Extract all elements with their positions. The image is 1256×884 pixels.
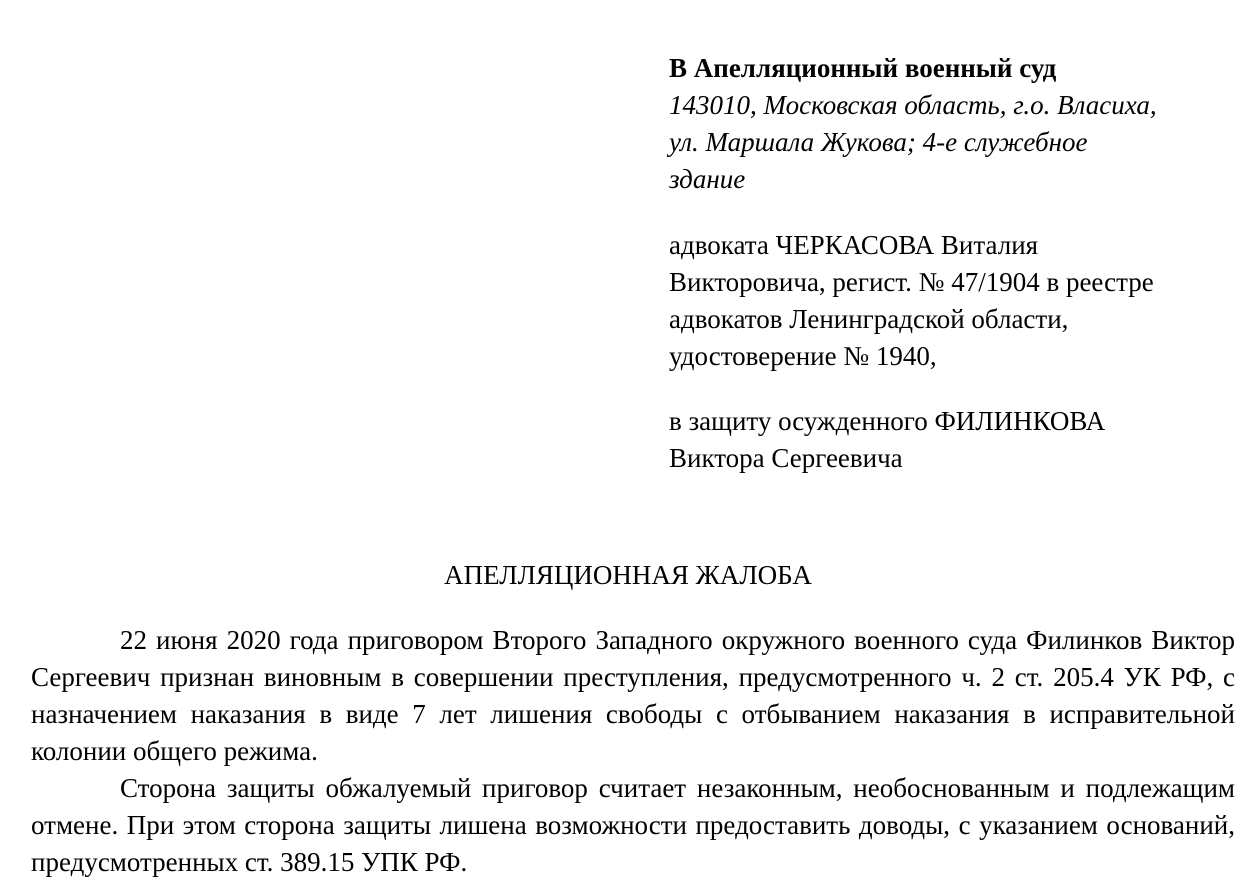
sender-block [669, 227, 1239, 375]
defendant-block [669, 403, 1239, 477]
court-address-line: здание [669, 164, 746, 194]
court-name: В Апелляционный военный суд [669, 53, 1057, 83]
sender-line: удостоверение № 1940, [669, 341, 937, 371]
sender-line: адвокатов Ленинградской области, [669, 304, 1069, 334]
sender-line: адвоката ЧЕРКАСОВА Виталия [669, 230, 1039, 260]
body-paragraph: 22 июня 2020 года приговором Второго Западного окружного военного суда Филинков Виктор Сергеевич признан виновным в совершении преступления, предусмотренного ч. 2 ст. 205.4 УК РФ, с назначением наказания в виде 7 лет лишения свободы с отбыванием наказания в исправительной колонии общего режима. [31, 625, 1235, 766]
body-paragraph: Сторона защиты обжалуемый приговор считает незаконным, необоснованным и подлежащим отмене. При этом сторона защиты лишена возможности предоставить доводы, с указанием оснований, предусмотренных ст. 389.15 УПК РФ. [31, 773, 1235, 877]
document-body [31, 622, 1235, 881]
sender-line: Викторовича, регист. № 47/1904 в реестре [669, 267, 1154, 297]
recipient-block [669, 50, 1239, 198]
document-title: АПЕЛЛЯЦИОННАЯ ЖАЛОБА [444, 560, 812, 590]
defendant-line: Виктора Сергеевича [669, 443, 903, 473]
defendant-line: в защиту осужденного ФИЛИНКОВА [669, 406, 1106, 436]
court-address-line: ул. Маршала Жукова; 4-е служебное [669, 127, 1088, 157]
court-address-line: 143010, Московская область, г.о. Власиха, [669, 90, 1157, 120]
